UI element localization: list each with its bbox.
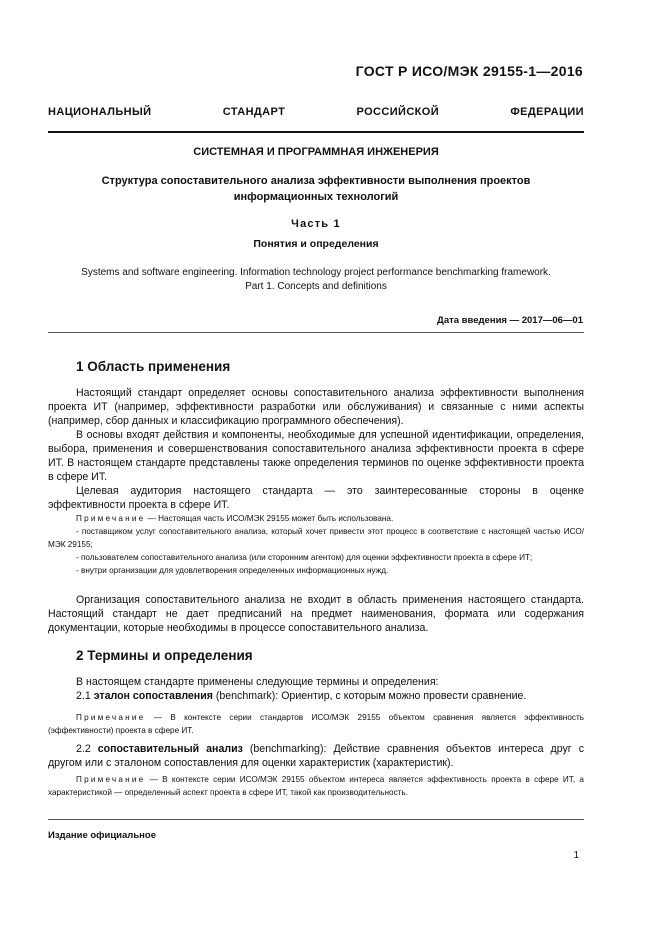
- part-title: Понятия и определения: [253, 238, 379, 250]
- english-title-line-2: Part 1. Concepts and definitions: [245, 281, 387, 292]
- footer-rule: [48, 819, 584, 820]
- document-title: СИСТЕМНАЯ И ПРОГРАММНАЯ ИНЖЕНЕРИЯ: [193, 146, 439, 158]
- section-1-closing: [48, 593, 584, 635]
- definition-2-2-note: [48, 773, 584, 799]
- english-title: [48, 266, 584, 294]
- definition-number: 2.2: [76, 743, 91, 755]
- definition-text: (benchmarking): Действие сравнения объектов интереса друг с другом или с эталоном сопоставления для оценки характеристик (характеристик).: [48, 743, 584, 769]
- section-1-note: [48, 512, 584, 577]
- note-label: Примечание: [76, 713, 146, 722]
- english-title-line-1: Systems and software engineering. Information technology project performance benchmarking framework.: [81, 267, 551, 278]
- note-text: — В контексте серии ИСО/МЭК 29155 объектом интереса является эффективность проекта в сфере ИТ, а характеристикой — определенный аспект проекта в сфере ИТ, такой как производительность.: [48, 775, 584, 797]
- note-label: Примечание: [76, 514, 146, 523]
- definition-2-1: [48, 689, 584, 703]
- section-1-heading: 1 Область применения: [76, 359, 231, 374]
- note-list-item: - пользователем сопоставительного анализа (или сторонним агентом) для оценки эффективности проекта в сфере ИТ;: [76, 553, 533, 562]
- page-number: 1: [573, 850, 579, 861]
- document-subtitle: [48, 173, 584, 205]
- paragraph: Организация сопоставительного анализа не входит в область применения настоящего стандарта. Настоящий стандарт не дает предписаний на предмет наименования, формата или содержания документации, которые необходимы в процессе сопоставительного анализа.: [48, 594, 584, 634]
- definition-text: (benchmark): Ориентир, с которым можно провести сравнение.: [212, 690, 527, 702]
- note-text: — В контексте серии стандартов ИСО/МЭК 29155 объектом сравнения является эффективность (эффективности) проекта в сфере ИТ.: [48, 713, 584, 735]
- paragraph: В настоящем стандарте применены следующие термины и определения:: [76, 676, 439, 688]
- note-list-item: - поставщиком услуг сопоставительного анализа, который хочет привести этот процесс в соответствие с настоящей частью ИСО/МЭК 29155;: [48, 527, 584, 549]
- note-label: Примечание: [76, 775, 146, 784]
- introduction-date: Дата введения — 2017—06—01: [437, 315, 583, 326]
- paragraph: В основы входят действия и компоненты, необходимые для успешной идентификации, определения, выбора, применения и совершенствования сопоставительного анализа эффективности проекта в сфере ИТ. В настоящем стандарте представлены также определения терминов по оценке эффективности проекта в сфере ИТ.: [48, 429, 584, 483]
- term: сопоставительный анализ: [97, 743, 243, 755]
- subtitle-line-1: Структура сопоставительного анализа эффективности выполнения проектов: [101, 175, 531, 187]
- note-text: — Настоящая часть ИСО/МЭК 29155 может быть использована.: [145, 514, 394, 523]
- note-paragraph: [48, 711, 584, 737]
- definition-2-1-note: [48, 711, 584, 737]
- paragraph: Настоящий стандарт определяет основы сопоставительного анализа эффективности выполнения проекта ИТ (например, эффективности разработки или обслуживания) и связанные с ними аспекты (например, сбор данных и классификацию программного обеспечения).: [48, 387, 584, 427]
- header-rule: [48, 131, 584, 133]
- definition-paragraph: [48, 742, 584, 770]
- section-2-heading: 2 Термины и определения: [76, 648, 253, 663]
- note-paragraph: [48, 512, 584, 525]
- national-standard-banner: НАЦИОНАЛЬНЫЙ СТАНДАРТ РОССИЙСКОЙ ФЕДЕРАЦИИ: [48, 106, 584, 118]
- definition-2-2: [48, 742, 584, 770]
- term: эталон сопоставления: [93, 690, 213, 702]
- document-code: ГОСТ Р ИСО/МЭК 29155-1—2016: [355, 63, 583, 79]
- part-label: Часть 1: [291, 218, 341, 230]
- note-list-item: - внутри организации для удовлетворения определенных информационных нужд.: [76, 566, 389, 575]
- official-edition-label: Издание официальное: [48, 830, 156, 841]
- paragraph: Целевая аудитория настоящего стандарта — это заинтересованные стороны в оценке эффективности проекта в сфере ИТ.: [48, 485, 584, 511]
- section-1-paragraphs: [48, 386, 584, 512]
- subtitle-line-2: информационных технологий: [233, 191, 399, 203]
- section-2-intro: [48, 675, 584, 703]
- date-rule: [48, 332, 584, 333]
- note-paragraph: [48, 773, 584, 799]
- definition-number: 2.1: [76, 690, 91, 702]
